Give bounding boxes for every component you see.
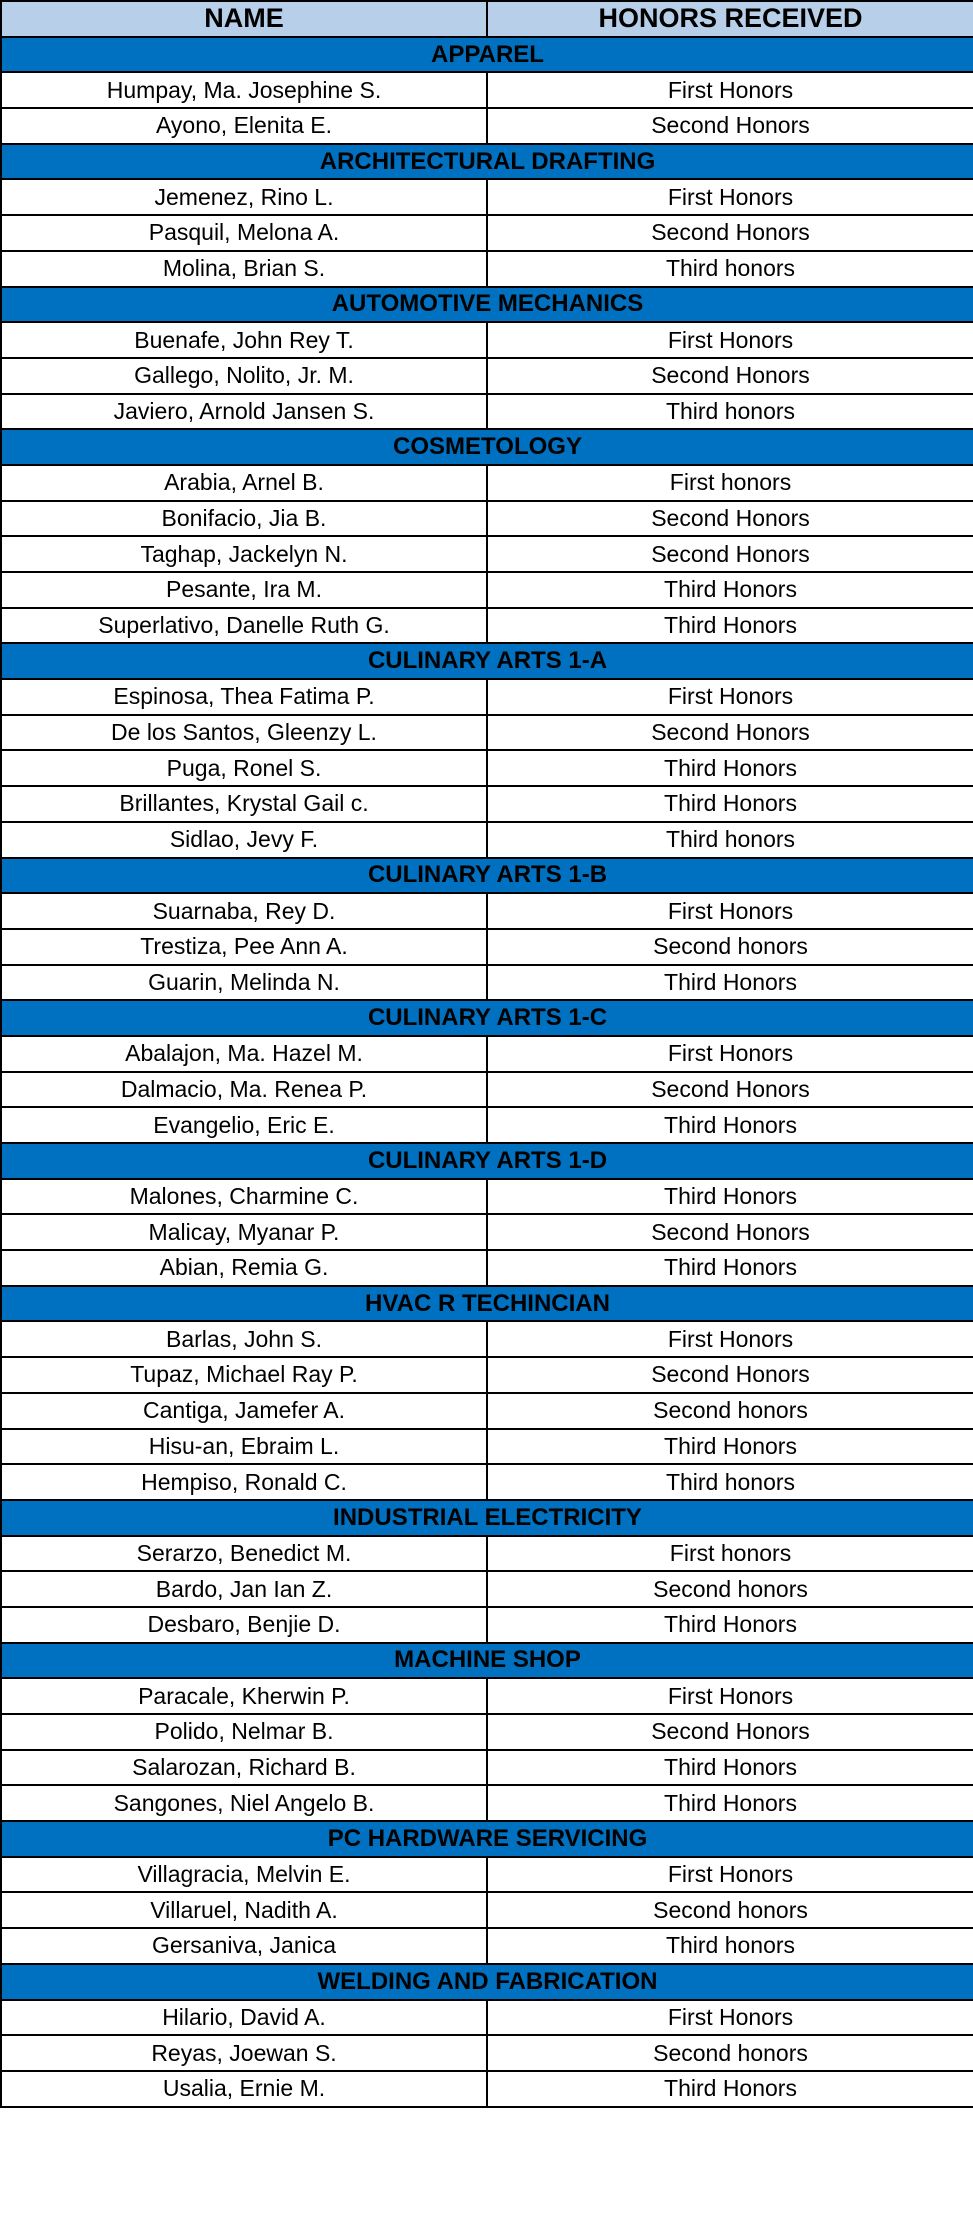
column-header-honors: HONORS RECEIVED xyxy=(487,1,973,37)
honor-received: First Honors xyxy=(487,893,973,929)
student-name: Suarnaba, Rey D. xyxy=(1,893,487,929)
table-row xyxy=(1,822,973,858)
honor-received: Third honors xyxy=(487,822,973,858)
student-name: Villagracia, Melvin E. xyxy=(1,1857,487,1893)
honor-received: First Honors xyxy=(487,322,973,358)
student-name: Jemenez, Rino L. xyxy=(1,179,487,215)
student-name: Arabia, Arnel B. xyxy=(1,465,487,501)
student-name: Puga, Ronel S. xyxy=(1,750,487,786)
honor-received: Second Honors xyxy=(487,715,973,751)
table-row xyxy=(1,2000,973,2036)
table-row xyxy=(1,1464,973,1500)
student-name: Tupaz, Michael Ray P. xyxy=(1,1357,487,1393)
header-row xyxy=(1,1,973,37)
student-name: Espinosa, Thea Fatima P. xyxy=(1,679,487,715)
table-row xyxy=(1,893,973,929)
honor-received: Second honors xyxy=(487,1571,973,1607)
student-name: Gersaniva, Janica xyxy=(1,1928,487,1964)
table-row xyxy=(1,1571,973,1607)
student-name: Sidlao, Jevy F. xyxy=(1,822,487,858)
table-row xyxy=(1,572,973,608)
honor-received: Third Honors xyxy=(487,1750,973,1786)
table-body xyxy=(1,37,973,2107)
honor-received: Third Honors xyxy=(487,1107,973,1143)
honor-received: Second Honors xyxy=(487,1714,973,1750)
section-title: APPAREL xyxy=(1,37,973,73)
honor-received: Second honors xyxy=(487,929,973,965)
table-row xyxy=(1,1357,973,1393)
student-name: Superlativo, Danelle Ruth G. xyxy=(1,608,487,644)
student-name: Pasquil, Melona A. xyxy=(1,215,487,251)
honor-received: Second Honors xyxy=(487,358,973,394)
honor-received: Third Honors xyxy=(487,608,973,644)
section-title: CULINARY ARTS 1-A xyxy=(1,643,973,679)
honor-received: Third Honors xyxy=(487,750,973,786)
table-row xyxy=(1,1785,973,1821)
section-header-row xyxy=(1,144,973,180)
section-header-row xyxy=(1,643,973,679)
honor-received: Second Honors xyxy=(487,501,973,537)
section-title: HVAC R TECHINCIAN xyxy=(1,1286,973,1322)
section-header-row xyxy=(1,1286,973,1322)
honor-received: Third Honors xyxy=(487,1250,973,1286)
table-row xyxy=(1,1678,973,1714)
honor-received: Second honors xyxy=(487,1393,973,1429)
honor-received: First Honors xyxy=(487,679,973,715)
table-row xyxy=(1,1321,973,1357)
section-title: CULINARY ARTS 1-D xyxy=(1,1143,973,1179)
honor-received: Third honors xyxy=(487,251,973,287)
student-name: Usalia, Ernie M. xyxy=(1,2071,487,2107)
section-header-row xyxy=(1,1000,973,1036)
student-name: Dalmacio, Ma. Renea P. xyxy=(1,1072,487,1108)
student-name: Bonifacio, Jia B. xyxy=(1,501,487,537)
section-title: CULINARY ARTS 1-C xyxy=(1,1000,973,1036)
section-header-row xyxy=(1,287,973,323)
honor-received: Second Honors xyxy=(487,536,973,572)
section-header-row xyxy=(1,1964,973,2000)
student-name: Sangones, Niel Angelo B. xyxy=(1,1785,487,1821)
table-row xyxy=(1,108,973,144)
honor-received: Second Honors xyxy=(487,215,973,251)
table-row xyxy=(1,965,973,1001)
honor-received: Third honors xyxy=(487,394,973,430)
student-name: Abian, Remia G. xyxy=(1,1250,487,1286)
section-title: ARCHITECTURAL DRAFTING xyxy=(1,144,973,180)
table-row xyxy=(1,715,973,751)
table-row xyxy=(1,72,973,108)
table-row xyxy=(1,1857,973,1893)
honor-received: Third Honors xyxy=(487,1179,973,1215)
table-row xyxy=(1,1072,973,1108)
honor-received: Third Honors xyxy=(487,1429,973,1465)
table-row xyxy=(1,1393,973,1429)
honor-received: Third Honors xyxy=(487,1785,973,1821)
section-title: AUTOMOTIVE MECHANICS xyxy=(1,287,973,323)
honor-received: First honors xyxy=(487,1536,973,1572)
student-name: Cantiga, Jamefer A. xyxy=(1,1393,487,1429)
table-row xyxy=(1,1750,973,1786)
table-row xyxy=(1,679,973,715)
student-name: Brillantes, Krystal Gail c. xyxy=(1,786,487,822)
honor-received: Third Honors xyxy=(487,572,973,608)
student-name: Hisu-an, Ebraim L. xyxy=(1,1429,487,1465)
honor-received: Third honors xyxy=(487,1928,973,1964)
table-row xyxy=(1,1607,973,1643)
student-name: Reyas, Joewan S. xyxy=(1,2035,487,2071)
student-name: Hilario, David A. xyxy=(1,2000,487,2036)
student-name: Trestiza, Pee Ann A. xyxy=(1,929,487,965)
table-row xyxy=(1,536,973,572)
section-header-row xyxy=(1,1643,973,1679)
table-row xyxy=(1,2071,973,2107)
table-row xyxy=(1,394,973,430)
table-row xyxy=(1,215,973,251)
table-row xyxy=(1,322,973,358)
table-row xyxy=(1,2035,973,2071)
table-row xyxy=(1,1429,973,1465)
student-name: De los Santos, Gleenzy L. xyxy=(1,715,487,751)
honor-received: Third Honors xyxy=(487,786,973,822)
honor-received: Third honors xyxy=(487,1464,973,1500)
student-name: Pesante, Ira M. xyxy=(1,572,487,608)
honor-received: Second Honors xyxy=(487,108,973,144)
section-title: PC HARDWARE SERVICING xyxy=(1,1821,973,1857)
student-name: Gallego, Nolito, Jr. M. xyxy=(1,358,487,394)
section-title: CULINARY ARTS 1-B xyxy=(1,858,973,894)
table-row xyxy=(1,358,973,394)
honor-received: First Honors xyxy=(487,1321,973,1357)
honor-received: First honors xyxy=(487,465,973,501)
table-row xyxy=(1,1536,973,1572)
section-title: INDUSTRIAL ELECTRICITY xyxy=(1,1500,973,1536)
table-row xyxy=(1,929,973,965)
table-row xyxy=(1,1250,973,1286)
section-header-row xyxy=(1,37,973,73)
section-title: MACHINE SHOP xyxy=(1,1643,973,1679)
table-row xyxy=(1,251,973,287)
honor-received: Second honors xyxy=(487,2035,973,2071)
honor-received: First Honors xyxy=(487,2000,973,2036)
honor-received: Second Honors xyxy=(487,1357,973,1393)
student-name: Humpay, Ma. Josephine S. xyxy=(1,72,487,108)
table-row xyxy=(1,1107,973,1143)
table-row xyxy=(1,1036,973,1072)
section-title: WELDING AND FABRICATION xyxy=(1,1964,973,2000)
student-name: Javiero, Arnold Jansen S. xyxy=(1,394,487,430)
student-name: Paracale, Kherwin P. xyxy=(1,1678,487,1714)
table-row xyxy=(1,179,973,215)
table-row xyxy=(1,1714,973,1750)
student-name: Evangelio, Eric E. xyxy=(1,1107,487,1143)
student-name: Abalajon, Ma. Hazel M. xyxy=(1,1036,487,1072)
student-name: Villaruel, Nadith A. xyxy=(1,1892,487,1928)
student-name: Salarozan, Richard B. xyxy=(1,1750,487,1786)
student-name: Ayono, Elenita E. xyxy=(1,108,487,144)
student-name: Barlas, John S. xyxy=(1,1321,487,1357)
table-row xyxy=(1,1928,973,1964)
honor-received: First Honors xyxy=(487,1857,973,1893)
table-row xyxy=(1,786,973,822)
honor-received: Third Honors xyxy=(487,2071,973,2107)
honor-received: Second Honors xyxy=(487,1072,973,1108)
column-header-name: NAME xyxy=(1,1,487,37)
table-row xyxy=(1,1179,973,1215)
honor-received: First Honors xyxy=(487,1036,973,1072)
table-row xyxy=(1,1892,973,1928)
student-name: Guarin, Melinda N. xyxy=(1,965,487,1001)
student-name: Malicay, Myanar P. xyxy=(1,1214,487,1250)
student-name: Taghap, Jackelyn N. xyxy=(1,536,487,572)
table-row xyxy=(1,1214,973,1250)
table-row xyxy=(1,501,973,537)
section-header-row xyxy=(1,1500,973,1536)
section-header-row xyxy=(1,1143,973,1179)
student-name: Hempiso, Ronald C. xyxy=(1,1464,487,1500)
student-name: Desbaro, Benjie D. xyxy=(1,1607,487,1643)
section-header-row xyxy=(1,429,973,465)
section-title: COSMETOLOGY xyxy=(1,429,973,465)
table-row xyxy=(1,750,973,786)
honor-received: First Honors xyxy=(487,72,973,108)
table-row xyxy=(1,465,973,501)
honor-received: Second honors xyxy=(487,1892,973,1928)
section-header-row xyxy=(1,858,973,894)
student-name: Serarzo, Benedict M. xyxy=(1,1536,487,1572)
student-name: Molina, Brian S. xyxy=(1,251,487,287)
student-name: Buenafe, John Rey T. xyxy=(1,322,487,358)
student-name: Malones, Charmine C. xyxy=(1,1179,487,1215)
table-row xyxy=(1,608,973,644)
honor-received: Third Honors xyxy=(487,1607,973,1643)
honor-received: First Honors xyxy=(487,1678,973,1714)
honor-received: Second Honors xyxy=(487,1214,973,1250)
honor-received: First Honors xyxy=(487,179,973,215)
honor-received: Third Honors xyxy=(487,965,973,1001)
section-header-row xyxy=(1,1821,973,1857)
student-name: Polido, Nelmar B. xyxy=(1,1714,487,1750)
student-name: Bardo, Jan Ian Z. xyxy=(1,1571,487,1607)
